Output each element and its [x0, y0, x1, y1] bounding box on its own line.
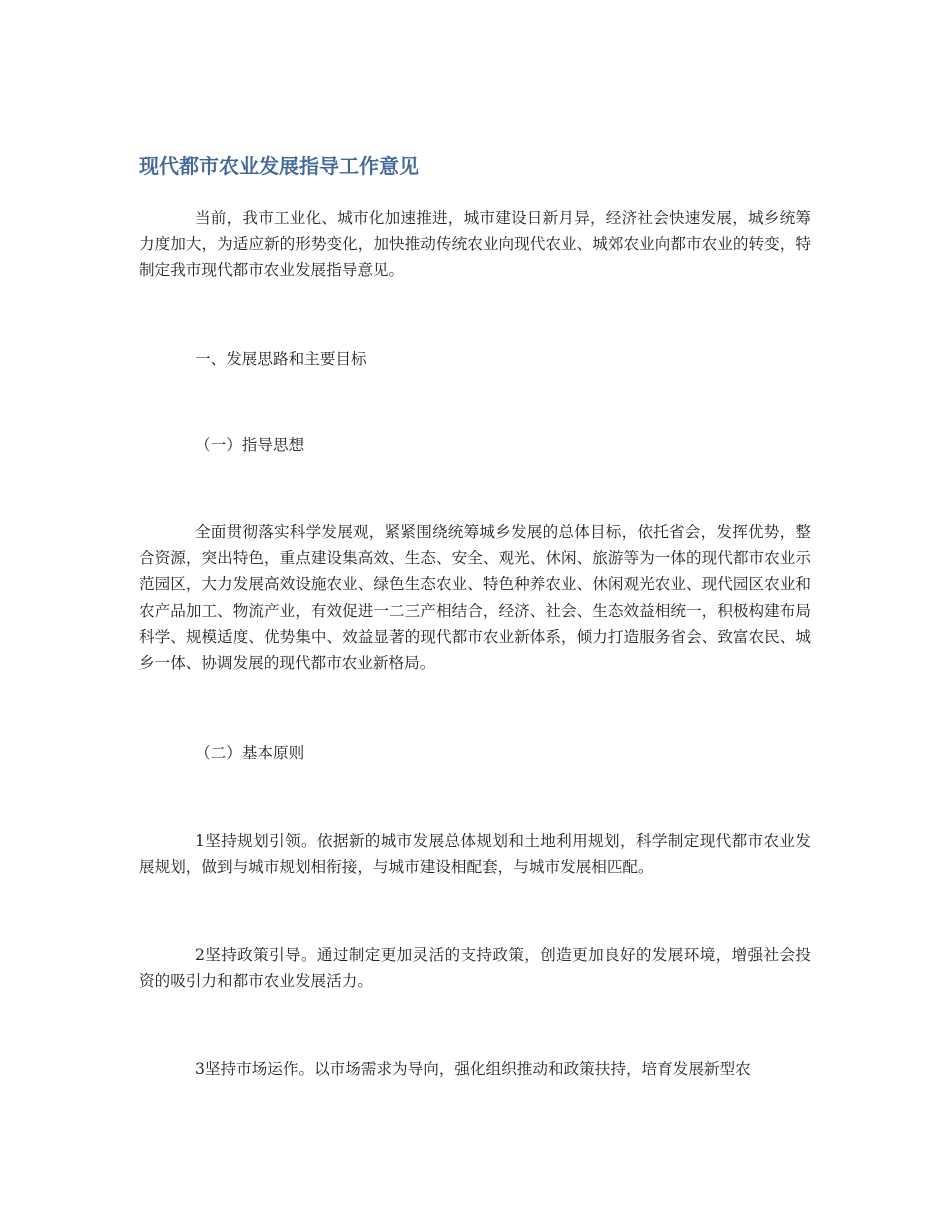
document-title: 现代都市农业发展指导工作意见	[139, 154, 419, 178]
principle-paragraph-1: 1坚持规划引领。依据新的城市发展总体规划和土地利用规划，科学制定现代都市农业发展规划，做到与城市规划相衔接，与城市建设相配套，与城市发展相匹配。	[139, 832, 811, 877]
subsection-heading-basic-principles: （二）基本原则	[195, 744, 305, 762]
intro-paragraph: 当前，我市工业化、城市化加速推进，城市建设日新月异，经济社会快速发展，城乡统筹力度加大，为适应新的形势变化，加快推动传统农业向现代农业、城郊农业向都市农业的转变，特制定我市现代都市农业发展指导意见。	[139, 209, 811, 280]
guiding-ideology-paragraph: 全面贯彻落实科学发展观，紧紧围绕统筹城乡发展的总体目标，依托省会，发挥优势，整合资源，突出特色，重点建设集高效、生态、安全、观光、休闲、旅游等为一体的现代都市农业示范园区，大力发展高效设施农业、绿色生态农业、特色种养农业、休闲观光农业、现代园区农业和农产品加工、物流产业，有效促进一二三产相结合，经济、社会、生态效益相统一，积极构建布局科学、规模适度、优势集中、效益显著的现代都市农业新体系，倾力打造服务省会、致富农民、城乡一体、协调发展的现代都市农业新格局。	[139, 523, 811, 673]
principle-paragraph-2: 2坚持政策引导。通过制定更加灵活的支持政策，创造更加良好的发展环境，增强社会投资的吸引力和都市农业发展活力。	[139, 946, 811, 991]
section-heading-1: 一、发展思路和主要目标	[195, 350, 367, 368]
principle-paragraph-3: 3坚持市场运作。以市场需求为导向，强化组织推动和政策扶持，培育发展新型农	[195, 1060, 751, 1078]
subsection-heading-guiding-ideology: （一）指导思想	[195, 436, 305, 454]
